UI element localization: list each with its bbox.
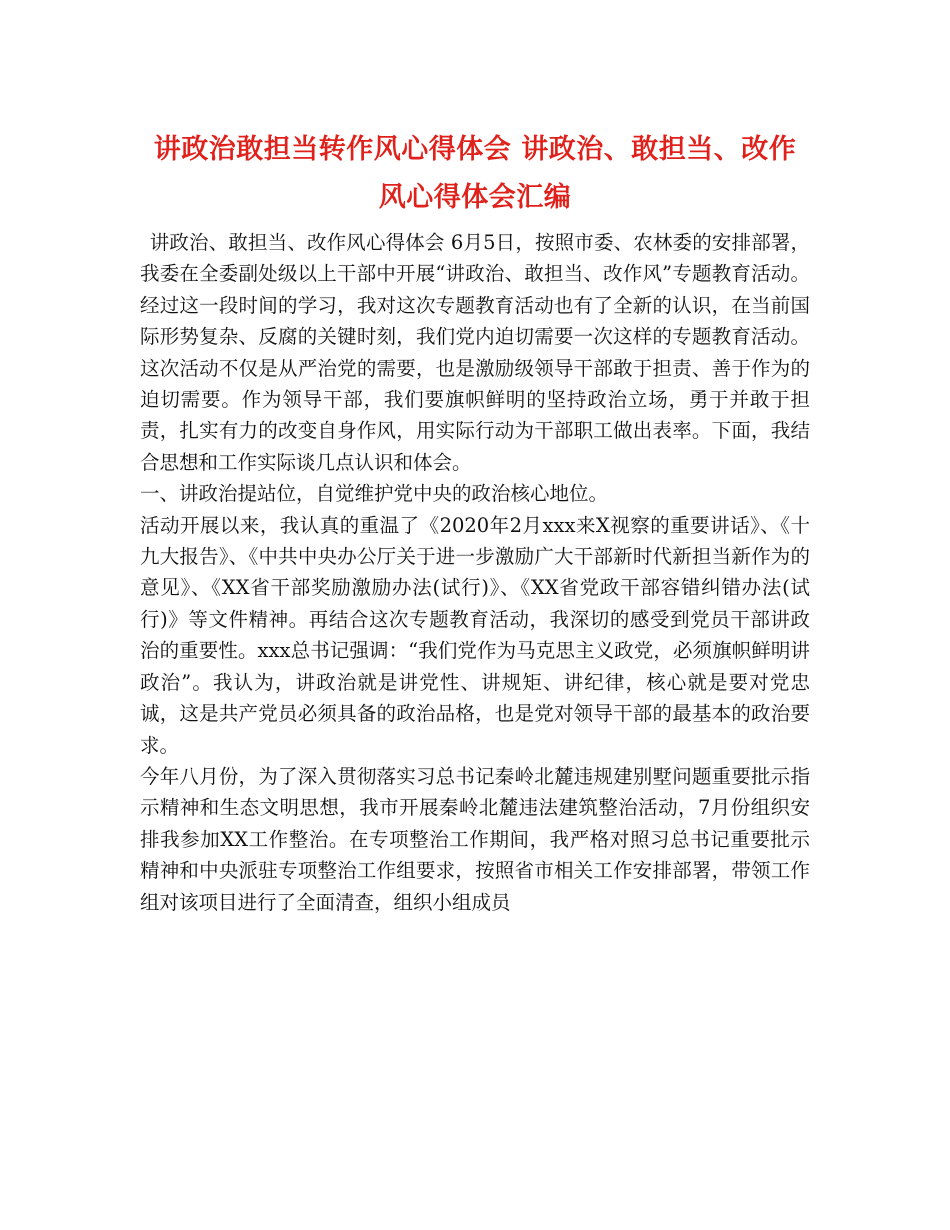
document-title: [120, 126, 830, 222]
paragraph-rectification: 今年八月份，为了深入贯彻落实习总书记秦岭北麓违规建别墅问题重要批示指示精神和生态文明思想，我市开展秦岭北麓违法建筑整治活动，7月份组织安排我参加XX工作整治。在专项整治工作期间，我严格对照习总书记重要批示精神和中央派驻专项整治工作组要求，按照省市相关工作安排部署，带领工作组对该项目进行了全面清查，组织小组成员: [140, 764, 810, 914]
title-line-2: 风心得体会汇编: [378, 182, 572, 213]
paragraph-study: 活动开展以来，我认真的重温了《2020年2月xxx来X视察的重要讲话》、《十九大报告》、《中共中央办公厅关于进一步激励广大干部新时代新担当新作为的意见》、《XX省干部奖励激励办法(试行)》、《XX省党政干部容错纠错办法(试行)》等文件精神。再结合这次专题教育活动，我深切的感受到党员干部讲政治的重要性。xxx总书记强调：“我们党作为马克思主义政党，必须旗帜鲜明讲政治”。我认为，讲政治就是讲党性、讲规矩、讲纪律，核心就是要对党忠诚，这是共产党员必须具备的政治品格，也是党对领导干部的最基本的政治要求。: [140, 513, 810, 757]
document-body: [140, 227, 810, 918]
paragraph-intro: 讲政治、敢担当、改作风心得体会 6月5日，按照市委、农林委的安排部署，我委在全委副处级以上干部中开展“讲政治、敢担当、改作风”专题教育活动。经过这一段时间的学习，我对这次专题教育活动也有了全新的认识，在当前国际形势复杂、反腐的关键时刻，我们党内迫切需要一次这样的专题教育活动。这次活动不仅是从严治党的需要，也是激励级领导干部敢于担责、善于作为的迫切需要。作为领导干部，我们要旗帜鲜明的坚持政治立场，勇于并敢于担责，扎实有力的改变自身作风，用实际行动为干部职工做出表率。下面，我结合思想和工作实际谈几点认识和体会。: [140, 231, 810, 474]
title-line-1: 讲政治敢担当转作风心得体会 讲政治、敢担当、改作: [153, 134, 797, 165]
section-heading-1: 一、讲政治提站位，自觉维护党中央的政治核心地位。: [140, 482, 609, 506]
